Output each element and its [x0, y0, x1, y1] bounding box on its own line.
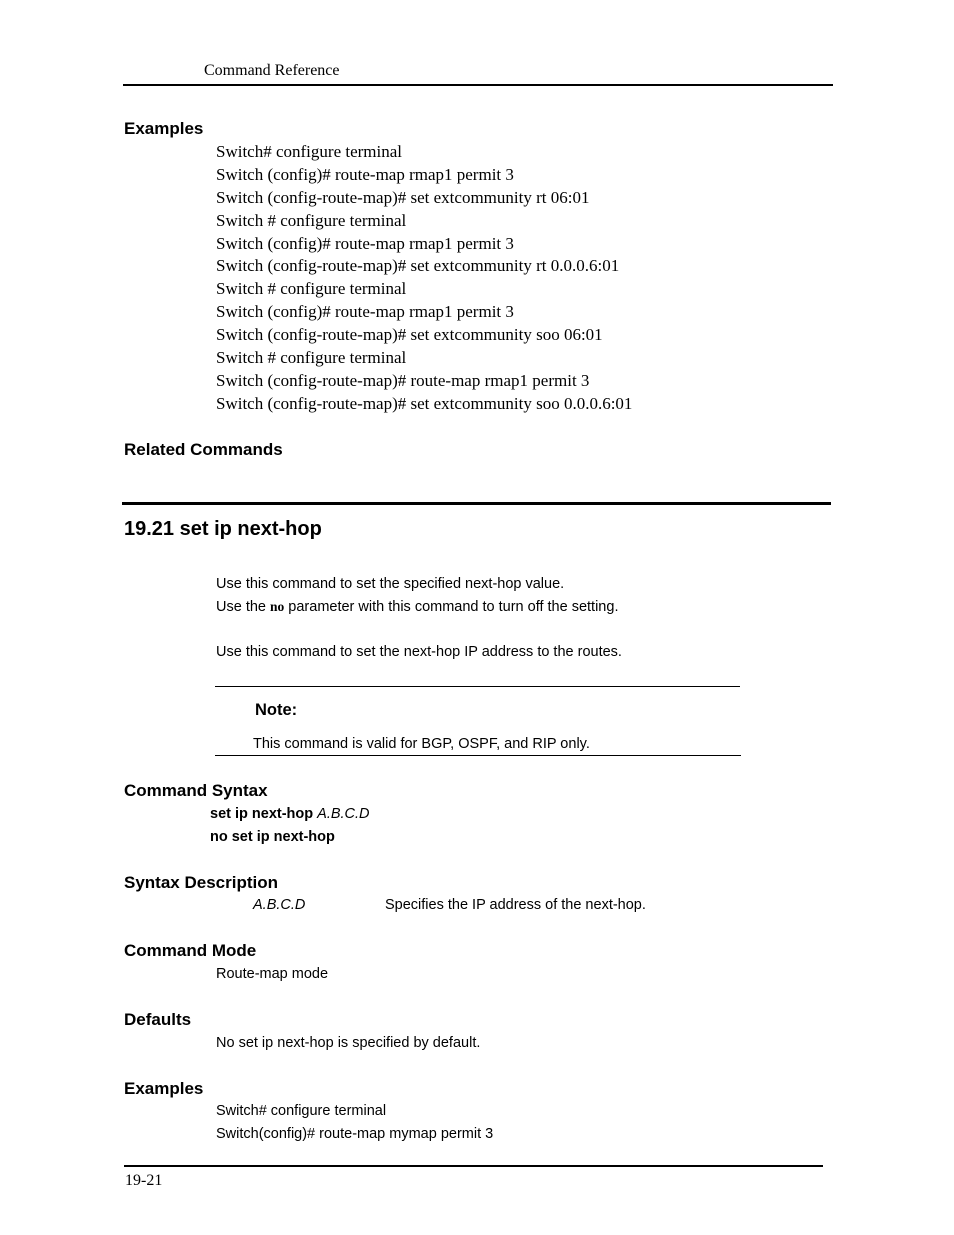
- example-code-block: [216, 141, 632, 416]
- code-line: Switch (config-route-map)# set extcommunity rt 06:01: [216, 187, 590, 207]
- example-line-1: Switch# configure terminal: [216, 1103, 387, 1119]
- intro-line-3: Use this command to set the next-hop IP address to the routes.: [216, 644, 622, 660]
- no-keyword: no: [270, 599, 285, 614]
- code-line: Switch (config)# route-map rmap1 permit 3: [216, 302, 514, 322]
- defaults-heading: Defaults: [124, 1010, 192, 1029]
- footer-rule: [124, 1165, 823, 1167]
- code-line: Switch # configure terminal: [216, 279, 407, 299]
- related-commands-heading: Related Commands: [124, 440, 283, 459]
- section-title: 19.21 set ip next-hop: [124, 518, 322, 540]
- intro-line-2: [216, 599, 618, 615]
- intro-line-2-post: parameter with this command to turn off the setting.: [284, 599, 619, 615]
- syntax-description-heading: Syntax Description: [124, 873, 278, 892]
- examples-heading: Examples: [124, 119, 204, 138]
- note-label: Note:: [255, 701, 298, 719]
- examples-heading: Examples: [124, 1079, 204, 1098]
- syntax-line-2: no set ip next-hop: [210, 829, 335, 845]
- intro-line-1: Use this command to set the specified next-hop value.: [216, 576, 565, 592]
- code-line: Switch (config-route-map)# set extcommunity rt 0.0.0.6:01: [216, 256, 620, 276]
- command-mode-text: Route-map mode: [216, 966, 329, 982]
- page-number: 19-21: [125, 1172, 163, 1189]
- code-line: Switch# configure terminal: [216, 142, 403, 161]
- code-line: Switch (config-route-map)# set extcommunity soo 0.0.0.6:01: [216, 393, 633, 413]
- code-line: Switch (config)# route-map rmap1 permit 3: [216, 164, 514, 184]
- command-syntax-heading: Command Syntax: [124, 781, 268, 800]
- syntax-line-1: [210, 806, 370, 822]
- command-mode-heading: Command Mode: [124, 941, 257, 960]
- note-bottom-rule: [215, 755, 741, 756]
- code-line: Switch (config-route-map)# set extcommunity soo 06:01: [216, 325, 603, 345]
- header-rule: [123, 84, 833, 86]
- syntax-param: A.B.C.D: [253, 897, 306, 913]
- syntax-argument: A.B.C.D: [317, 806, 370, 822]
- note-top-rule: [215, 686, 740, 687]
- code-line: Switch # configure terminal: [216, 348, 407, 368]
- note-text: This command is valid for BGP, OSPF, and RIP only.: [253, 736, 590, 752]
- defaults-text: No set ip next-hop is specified by default.: [216, 1035, 481, 1051]
- code-line: Switch # configure terminal: [216, 210, 407, 230]
- intro-line-2-pre: Use the: [216, 599, 270, 615]
- syntax-param-description: Specifies the IP address of the next-hop.: [385, 897, 646, 913]
- running-header: Command Reference: [204, 62, 340, 79]
- syntax-command: set ip next-hop: [210, 806, 314, 822]
- section-rule: [122, 502, 831, 505]
- example-line-2: Switch(config)# route-map mymap permit 3: [216, 1126, 494, 1142]
- code-line: Switch (config)# route-map rmap1 permit 3: [216, 233, 514, 253]
- code-line: Switch (config-route-map)# route-map rmap1 permit 3: [216, 370, 590, 390]
